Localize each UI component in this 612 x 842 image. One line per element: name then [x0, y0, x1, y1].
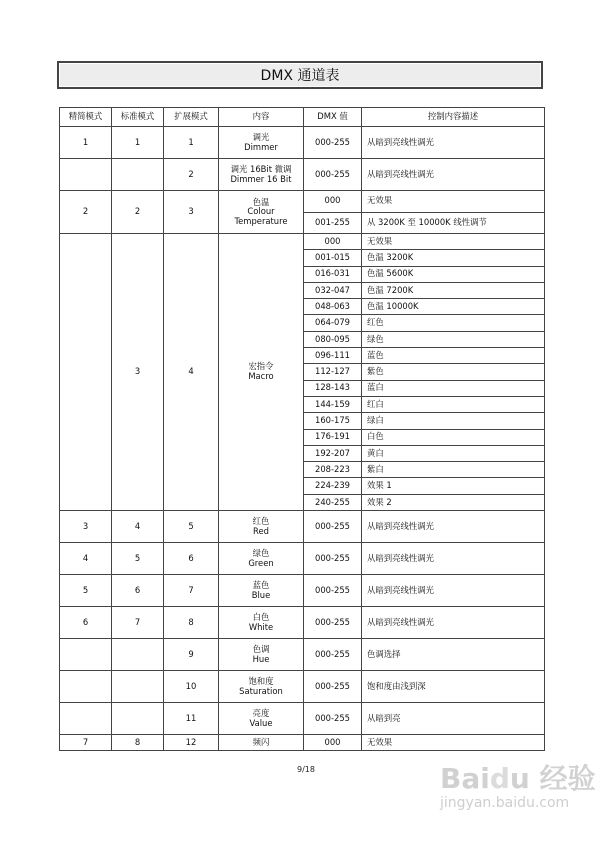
content-cell	[219, 735, 304, 751]
content-line: 调光 16Bit 微调	[230, 163, 292, 174]
content-cell	[219, 127, 304, 159]
dmx-value-cell: 000-255	[304, 511, 362, 543]
standard-mode-cell: 3	[112, 234, 164, 511]
header-compact-mode: 精简模式	[60, 108, 112, 127]
description-cell: 绿白	[362, 413, 545, 429]
dmx-value-cell: 080-095	[304, 331, 362, 347]
dmx-value-cell: 032-047	[304, 282, 362, 298]
table-body	[60, 127, 545, 751]
compact-mode-cell	[60, 639, 112, 671]
standard-mode-cell: 2	[112, 191, 164, 234]
description-cell: 黄白	[362, 445, 545, 461]
content-line: 蓝色	[252, 579, 270, 590]
table-row	[60, 234, 545, 250]
table-row	[60, 159, 545, 191]
standard-mode-cell	[112, 639, 164, 671]
standard-mode-cell: 8	[112, 735, 164, 751]
table-row	[60, 703, 545, 735]
page-title	[57, 61, 543, 89]
dmx-value-cell: 064-079	[304, 315, 362, 331]
content-cell	[219, 607, 304, 639]
table-row	[60, 735, 545, 751]
extended-mode-cell: 11	[164, 703, 219, 735]
extended-mode-cell: 7	[164, 575, 219, 607]
extended-mode-cell: 6	[164, 543, 219, 575]
content-line: Red	[253, 525, 269, 536]
dmx-value-cell: 000-255	[304, 575, 362, 607]
description-cell: 色温 7200K	[362, 282, 545, 298]
content-line: Colour	[247, 206, 275, 217]
description-cell: 蓝色	[362, 348, 545, 364]
content-line: Macro	[248, 371, 274, 382]
table-row	[60, 191, 545, 213]
header-content: 内容	[219, 108, 304, 127]
compact-mode-cell	[60, 234, 112, 511]
extended-mode-cell: 3	[164, 191, 219, 234]
description-cell: 从暗到亮线性调光	[362, 127, 545, 159]
description-cell: 色温 3200K	[362, 250, 545, 266]
compact-mode-cell: 3	[60, 511, 112, 543]
dmx-value-cell: 016-031	[304, 266, 362, 282]
dmx-value-cell: 000-255	[304, 159, 362, 191]
dmx-value-cell: 000	[304, 735, 362, 751]
description-cell: 从暗到亮线性调光	[362, 159, 545, 191]
content-line: Saturation	[239, 685, 283, 696]
content-line: 饱和度	[248, 675, 274, 686]
standard-mode-cell: 5	[112, 543, 164, 575]
content-line: Hue	[252, 653, 270, 664]
description-cell: 饱和度由浅到深	[362, 671, 545, 703]
content-cell	[219, 191, 304, 234]
dmx-value-cell: 128-143	[304, 380, 362, 396]
dmx-value-cell: 000-255	[304, 127, 362, 159]
description-cell: 从暗到亮线性调光	[362, 607, 545, 639]
description-cell: 色温 5600K	[362, 266, 545, 282]
standard-mode-cell: 1	[112, 127, 164, 159]
content-line: Dimmer 16 Bit	[230, 173, 292, 184]
dmx-value-cell: 000-255	[304, 543, 362, 575]
extended-mode-cell: 2	[164, 159, 219, 191]
dmx-value-cell: 000-255	[304, 639, 362, 671]
baidu-watermark-url: jingyan.baidu.com	[440, 795, 570, 811]
extended-mode-cell: 10	[164, 671, 219, 703]
dmx-value-cell: 000-255	[304, 671, 362, 703]
content-cell	[219, 703, 304, 735]
header-dmx-value: DMX 值	[304, 108, 362, 127]
description-cell: 无效果	[362, 735, 545, 751]
dmx-value-cell: 208-223	[304, 462, 362, 478]
extended-mode-cell: 4	[164, 234, 219, 511]
extended-mode-cell: 9	[164, 639, 219, 671]
content-line: White	[248, 621, 274, 632]
compact-mode-cell	[60, 159, 112, 191]
content-cell	[219, 511, 304, 543]
description-cell: 红色	[362, 315, 545, 331]
dmx-value-cell: 000	[304, 191, 362, 213]
dmx-value-cell: 160-175	[304, 413, 362, 429]
content-cell	[219, 543, 304, 575]
standard-mode-cell: 6	[112, 575, 164, 607]
content-cell	[219, 671, 304, 703]
content-line: 宏指令	[248, 361, 274, 372]
table-row	[60, 671, 545, 703]
standard-mode-cell	[112, 671, 164, 703]
description-cell: 效果 1	[362, 478, 545, 494]
content-line: 亮度	[252, 707, 270, 718]
description-cell: 白色	[362, 429, 545, 445]
compact-mode-cell: 1	[60, 127, 112, 159]
compact-mode-cell: 2	[60, 191, 112, 234]
compact-mode-cell: 4	[60, 543, 112, 575]
extended-mode-cell: 1	[164, 127, 219, 159]
dmx-value-cell: 001-255	[304, 212, 362, 234]
description-cell: 从暗到亮线性调光	[362, 511, 545, 543]
description-cell: 无效果	[362, 234, 545, 250]
dmx-value-cell: 048-063	[304, 299, 362, 315]
standard-mode-cell: 4	[112, 511, 164, 543]
standard-mode-cell	[112, 159, 164, 191]
content-cell	[219, 639, 304, 671]
content-cell	[219, 575, 304, 607]
description-cell: 无效果	[362, 191, 545, 213]
table-row	[60, 127, 545, 159]
description-cell: 效果 2	[362, 494, 545, 510]
dmx-value-cell: 224-239	[304, 478, 362, 494]
content-line: 色调	[252, 643, 270, 654]
content-line: 调光	[252, 131, 270, 142]
standard-mode-cell	[112, 703, 164, 735]
extended-mode-cell: 5	[164, 511, 219, 543]
standard-mode-cell: 7	[112, 607, 164, 639]
dmx-value-cell: 096-111	[304, 348, 362, 364]
table-row	[60, 607, 545, 639]
content-cell	[219, 234, 304, 511]
dmx-value-cell: 001-015	[304, 250, 362, 266]
compact-mode-cell: 6	[60, 607, 112, 639]
description-cell: 红白	[362, 396, 545, 412]
content-line: Dimmer	[244, 141, 278, 152]
table-row	[60, 639, 545, 671]
extended-mode-cell: 12	[164, 735, 219, 751]
compact-mode-cell	[60, 703, 112, 735]
compact-mode-cell: 5	[60, 575, 112, 607]
table-row	[60, 511, 545, 543]
dmx-value-cell: 176-191	[304, 429, 362, 445]
header-extended-mode: 扩展模式	[164, 108, 219, 127]
description-cell: 从 3200K 至 10000K 线性调节	[362, 212, 545, 234]
dmx-value-cell: 240-255	[304, 494, 362, 510]
description-cell: 色温 10000K	[362, 299, 545, 315]
header-standard-mode: 标准模式	[112, 108, 164, 127]
baidu-watermark-logo: Baidu 经验	[440, 762, 596, 795]
description-cell: 从暗到亮	[362, 703, 545, 735]
content-line: 频闪	[252, 736, 270, 747]
description-cell: 紫白	[362, 462, 545, 478]
dmx-value-cell: 000	[304, 234, 362, 250]
page-title-text: DMX 通道表	[260, 68, 340, 84]
description-cell: 紫色	[362, 364, 545, 380]
dmx-channel-table	[59, 107, 545, 751]
description-cell: 绿色	[362, 331, 545, 347]
content-line: 绿色	[252, 547, 270, 558]
content-line: Temperature	[234, 215, 288, 226]
table-row	[60, 543, 545, 575]
content-line: Value	[249, 717, 273, 728]
table-row	[60, 575, 545, 607]
content-line: Green	[248, 557, 274, 568]
header-description: 控制内容描述	[362, 108, 545, 127]
content-line: 色温	[252, 196, 270, 207]
table-header-row	[60, 108, 545, 127]
compact-mode-cell	[60, 671, 112, 703]
extended-mode-cell: 8	[164, 607, 219, 639]
description-cell: 色调选择	[362, 639, 545, 671]
dmx-value-cell: 112-127	[304, 364, 362, 380]
dmx-value-cell: 000-255	[304, 703, 362, 735]
content-line: 红色	[252, 515, 270, 526]
content-line: Blue	[251, 589, 271, 600]
dmx-value-cell: 000-255	[304, 607, 362, 639]
content-cell	[219, 159, 304, 191]
dmx-value-cell: 144-159	[304, 396, 362, 412]
description-cell: 从暗到亮线性调光	[362, 575, 545, 607]
dmx-value-cell: 192-207	[304, 445, 362, 461]
page-number: 9/18	[297, 765, 315, 774]
description-cell: 蓝白	[362, 380, 545, 396]
description-cell: 从暗到亮线性调光	[362, 543, 545, 575]
compact-mode-cell: 7	[60, 735, 112, 751]
content-line: 白色	[252, 611, 270, 622]
